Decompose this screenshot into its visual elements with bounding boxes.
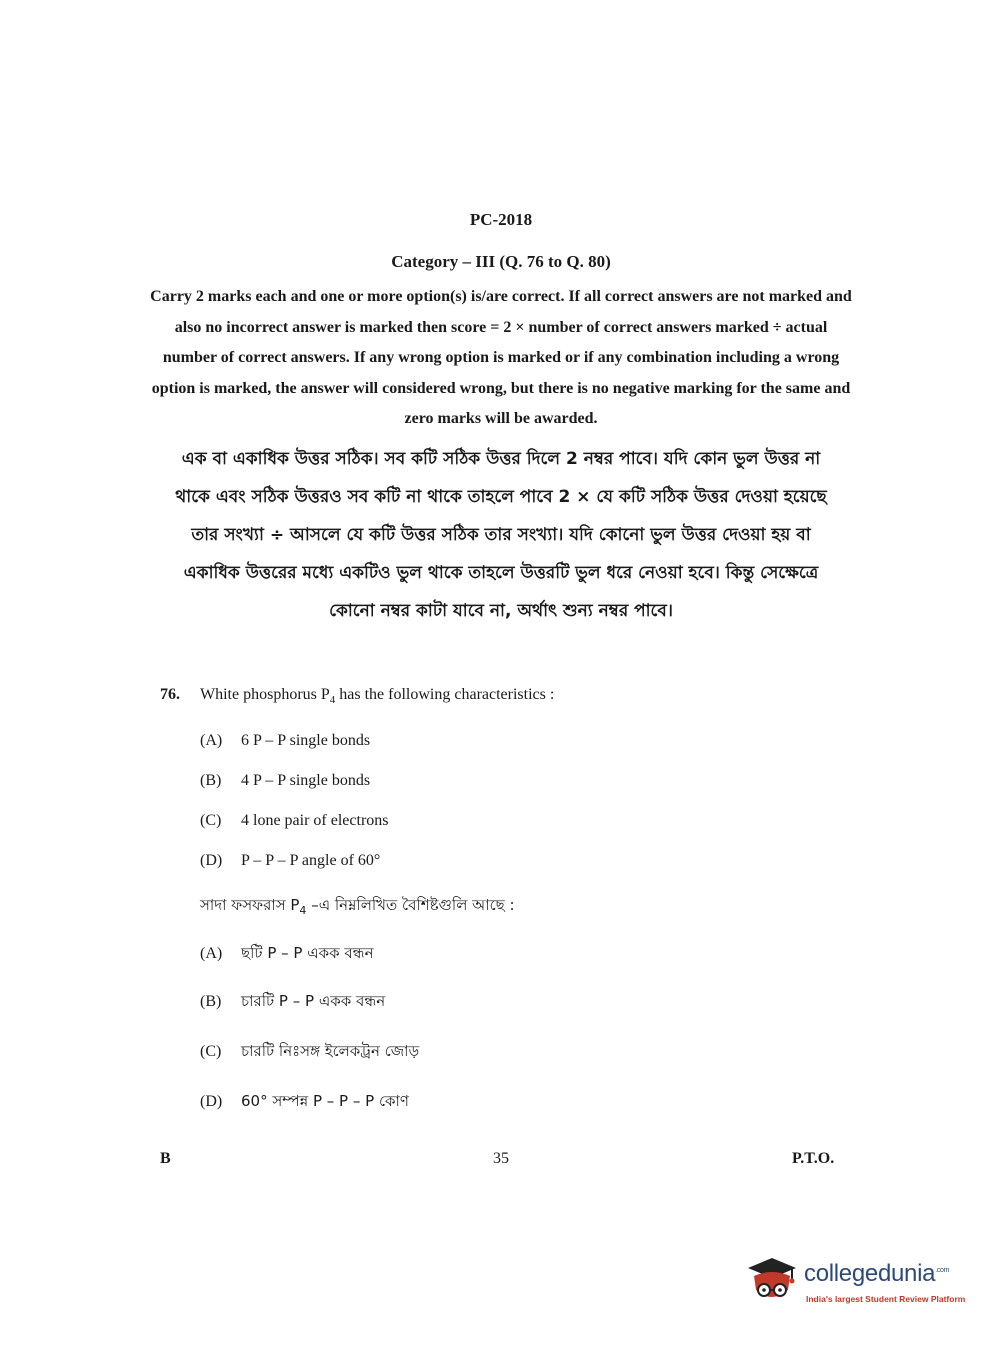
question-number: 76. (160, 686, 180, 703)
booklet-series: B (160, 1150, 171, 1167)
option-d-bengali: (D) 60° সম্পন্ন P – P – P কোণ (200, 1092, 409, 1110)
option-c: (C) 4 lone pair of electrons (200, 812, 389, 829)
logo-wordmark: collegedunia$^{.com}$ (804, 1260, 950, 1287)
collegedunia-logo (742, 1254, 974, 1314)
category-heading: Category – III (Q. 76 to Q. 80) (391, 252, 611, 271)
paper-code: PC-2018 (469, 210, 533, 229)
option-d: (D) P – P – P angle of 60° (200, 852, 381, 869)
page-number: 35 (493, 1150, 509, 1167)
option-b: (B) 4 P – P single bonds (200, 772, 371, 789)
question-text-bengali: সাদা ফসফরাস $P_4$ –এ নিম্নলিখিত বৈশিষ্টগুলি আছে : (200, 896, 515, 917)
instructions-english: Carry 2 marks each and one or more option(s) is/are correct. If all correct answers are not marked and also no incorrect answer is marked then score = 2 × number of correct answers marked ÷ actual number of correct answers. If any wrong option is marked or if any combination including a wrong option is marked, the answer will considered wrong, but there is no negative marking for the same and zero marks will be awarded. (150, 288, 852, 427)
question-text: White phosphorus $P_4$ has the following characteristics : (200, 686, 555, 707)
pto-label: P.T.O. (792, 1150, 835, 1167)
option-b-bengali: (B) চারটি P – P একক বন্ধন (200, 992, 386, 1010)
subscript: 4 (329, 694, 336, 707)
student-mascot-icon (742, 1254, 802, 1310)
option-c-bengali: (C) চারটি নিঃসঙ্গ ইলেকট্রন জোড় (200, 1042, 420, 1060)
logo-tagline: India's largest Student Review Platform (806, 1294, 966, 1304)
instructions-bengali: এক বা একাধিক উত্তর সঠিক। সব কটি সঠিক উত্তর দিলে 2 নম্বর পাবে। যদি কোন ভুল উত্তর না থাকে এবং সঠিক উত্তরও সব কটি না থাকে তাহলে পাবে 2 × যে কটি সঠিক উত্তর দেওয়া হয়েছে তার সংখ্যা ÷ আসলে যে কটি উত্তর সঠিক তার সংখ্যা। যদি কোনো ভুল উত্তর দেওয়া হয় বা একাধিক উত্তরের মধ্যে একটিও ভুল থাকে তাহলে উত্তরটি ভুল ধরে নেওয়া হবে। কিন্তু সেক্ষেত্রে কোনো নম্বর কাটা যাবে না, অর্থাৎ শুন্য নম্বর পাবে। (175, 449, 827, 621)
option-a: (A) 6 P – P single bonds (200, 732, 371, 749)
option-a-bengali: (A) ছটি P – P একক বন্ধন (200, 944, 374, 962)
